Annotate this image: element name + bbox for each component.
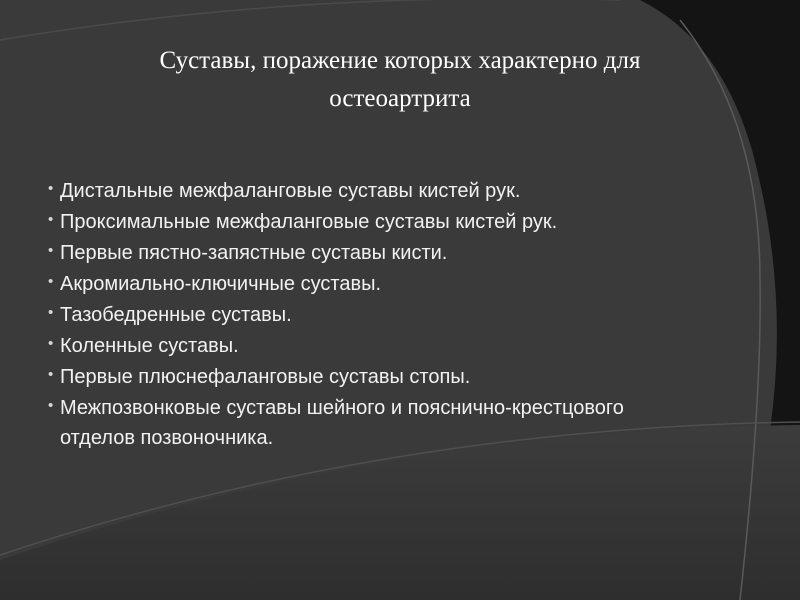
bullet-item: [48, 393, 688, 453]
bullet-marker: •: [48, 211, 54, 228]
bullet-text: Первые плюснефаланговые суставы стопы.: [60, 366, 471, 388]
bullet-text: Проксимальные межфаланговые суставы кистей рук.: [60, 211, 558, 233]
bullet-item: [48, 207, 688, 237]
bullet-item: [48, 362, 688, 392]
bullet-item: [48, 176, 688, 206]
bullet-text: Межпозвонковые суставы шейного и пояснично-крестцового отделов позвоночника.: [60, 397, 624, 449]
bullet-list: [48, 176, 688, 454]
bullet-marker: •: [48, 366, 54, 383]
bullet-item: [48, 300, 688, 330]
bullet-text: Первые пястно-запястные суставы кисти.: [60, 242, 448, 264]
bullet-text: Тазобедренные суставы.: [60, 304, 292, 326]
bullet-text: Коленные суставы.: [60, 335, 239, 357]
bullet-marker: •: [48, 397, 54, 414]
bullet-marker: •: [48, 180, 54, 197]
bullet-marker: •: [48, 335, 54, 352]
bullet-marker: •: [48, 242, 54, 259]
bullet-text: Дистальные межфаланговые суставы кистей рук.: [60, 180, 521, 202]
bullet-item: [48, 269, 688, 299]
slide-title-line-1: Суставы, поражение которых характерно для: [159, 47, 641, 74]
slide-title: [60, 42, 740, 118]
bullet-marker: •: [48, 273, 54, 290]
bullet-item: [48, 238, 688, 268]
bullet-item: [48, 331, 688, 361]
bullet-text: Акромиально-ключичные суставы.: [60, 273, 382, 295]
slide-title-line-2: остеоартрита: [329, 85, 471, 112]
bullet-marker: •: [48, 304, 54, 321]
